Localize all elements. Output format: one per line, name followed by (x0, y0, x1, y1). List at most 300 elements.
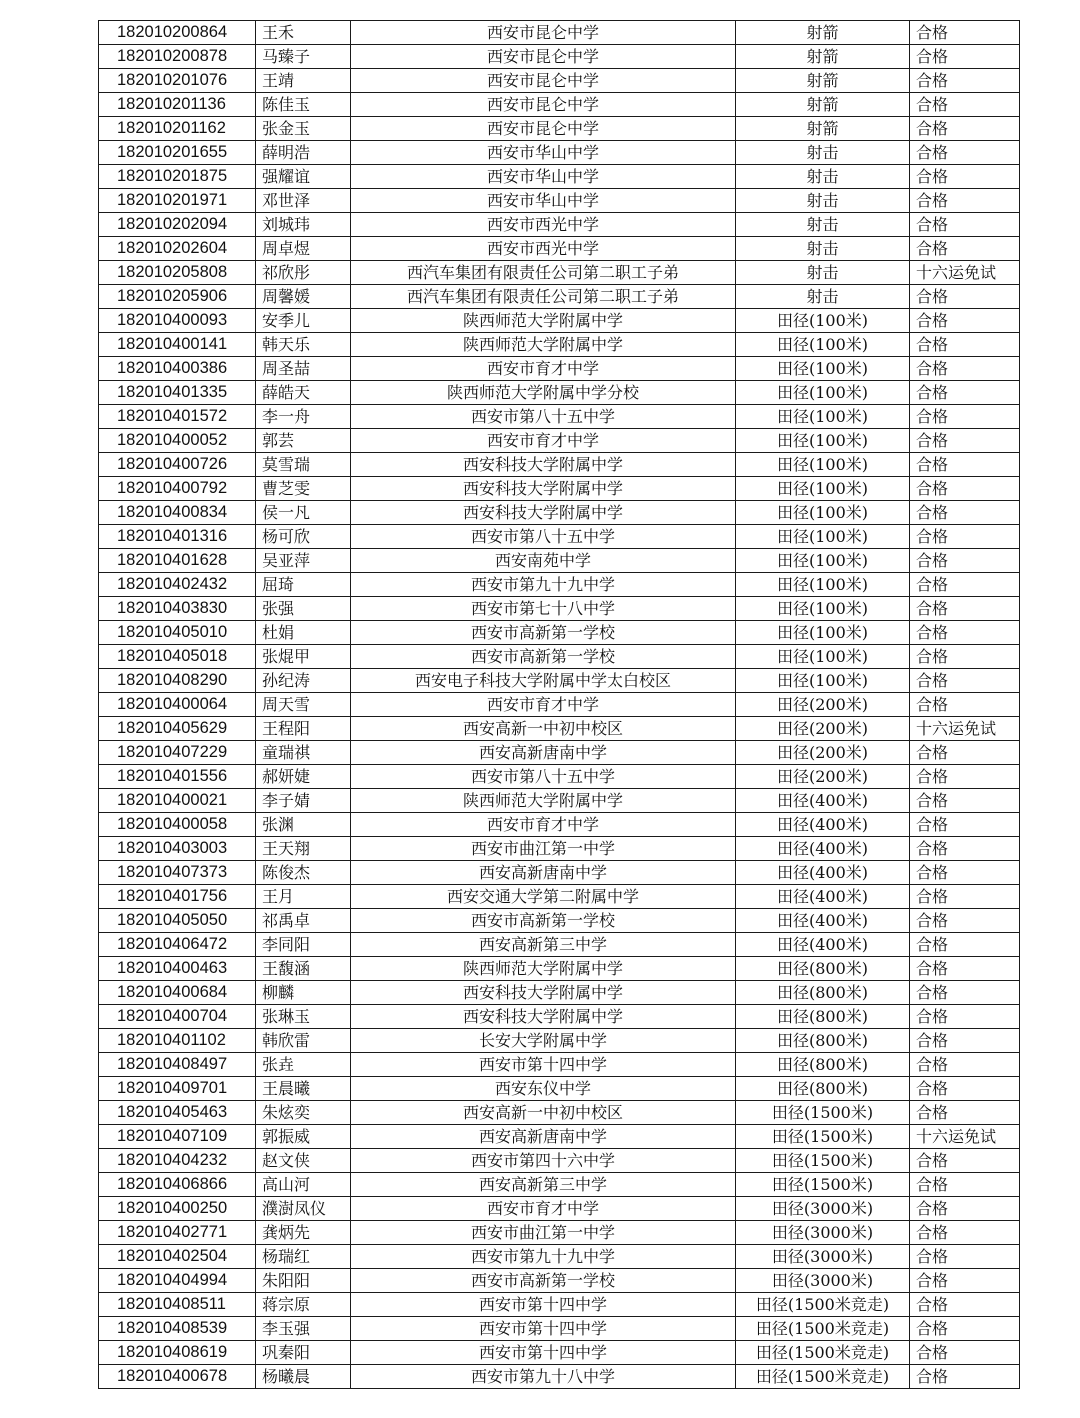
table-row (99, 21, 1020, 45)
event-cell: 田径(800米) (736, 981, 910, 1005)
table-row (99, 861, 1020, 885)
result-cell: 合格 (910, 381, 1020, 405)
student-name-cell: 王禾 (256, 21, 351, 45)
school-cell: 西安市第九十八中学 (351, 1365, 736, 1389)
student-name-cell: 韩天乐 (256, 333, 351, 357)
student-id-cell: 182010400058 (99, 813, 256, 837)
student-name-cell: 王馥涵 (256, 957, 351, 981)
school-cell: 西安市育才中学 (351, 813, 736, 837)
student-id-cell: 182010400463 (99, 957, 256, 981)
school-cell: 陕西师范大学附属中学分校 (351, 381, 736, 405)
student-id-cell: 182010201076 (99, 69, 256, 93)
school-cell: 西安高新一中初中校区 (351, 1101, 736, 1125)
table-row (99, 1053, 1020, 1077)
table-row (99, 1125, 1020, 1149)
table-row (99, 573, 1020, 597)
event-cell: 射击 (736, 189, 910, 213)
student-id-cell: 182010408619 (99, 1341, 256, 1365)
student-id-cell: 182010402504 (99, 1245, 256, 1269)
school-cell: 西汽车集团有限责任公司第二职工子弟 (351, 285, 736, 309)
student-id-cell: 182010405050 (99, 909, 256, 933)
student-id-cell: 182010400726 (99, 453, 256, 477)
table-row (99, 885, 1020, 909)
student-id-cell: 182010405629 (99, 717, 256, 741)
student-id-cell: 182010202094 (99, 213, 256, 237)
table-row (99, 1365, 1020, 1389)
event-cell: 田径(800米) (736, 1077, 910, 1101)
student-name-cell: 马臻子 (256, 45, 351, 69)
table-row (99, 477, 1020, 501)
school-cell: 西安市昆仑中学 (351, 117, 736, 141)
result-cell: 合格 (910, 1053, 1020, 1077)
school-cell: 西安市第十四中学 (351, 1053, 736, 1077)
school-cell: 西安市昆仑中学 (351, 45, 736, 69)
student-name-cell: 张垚 (256, 1053, 351, 1077)
result-cell: 合格 (910, 165, 1020, 189)
result-cell: 合格 (910, 285, 1020, 309)
event-cell: 田径(800米) (736, 1053, 910, 1077)
table-row (99, 837, 1020, 861)
event-cell: 田径(800米) (736, 1005, 910, 1029)
school-cell: 西安市第七十八中学 (351, 597, 736, 621)
student-name-cell: 杜娟 (256, 621, 351, 645)
student-name-cell: 周卓煜 (256, 237, 351, 261)
student-name-cell: 邓世泽 (256, 189, 351, 213)
event-cell: 田径(800米) (736, 957, 910, 981)
student-name-cell: 柳麟 (256, 981, 351, 1005)
school-cell: 西安市西光中学 (351, 237, 736, 261)
table-row (99, 669, 1020, 693)
student-name-cell: 韩欣雷 (256, 1029, 351, 1053)
school-cell: 西安市高新第一学校 (351, 621, 736, 645)
result-cell: 合格 (910, 1293, 1020, 1317)
result-cell: 合格 (910, 333, 1020, 357)
student-id-cell: 182010200864 (99, 21, 256, 45)
student-name-cell: 安季儿 (256, 309, 351, 333)
school-cell: 西安高新唐南中学 (351, 741, 736, 765)
student-id-cell: 182010400141 (99, 333, 256, 357)
table-row (99, 957, 1020, 981)
event-cell: 田径(200米) (736, 765, 910, 789)
result-cell: 合格 (910, 1341, 1020, 1365)
result-cell: 合格 (910, 69, 1020, 93)
event-cell: 田径(100米) (736, 549, 910, 573)
student-id-cell: 182010400064 (99, 693, 256, 717)
student-name-cell: 张焜甲 (256, 645, 351, 669)
school-cell: 陕西师范大学附属中学 (351, 333, 736, 357)
student-name-cell: 张金玉 (256, 117, 351, 141)
student-name-cell: 周天雪 (256, 693, 351, 717)
student-name-cell: 杨可欣 (256, 525, 351, 549)
student-name-cell: 朱炫奕 (256, 1101, 351, 1125)
school-cell: 西安东仪中学 (351, 1077, 736, 1101)
result-cell: 合格 (910, 45, 1020, 69)
results-table (98, 20, 1020, 1389)
event-cell: 田径(100米) (736, 669, 910, 693)
student-name-cell: 郭芸 (256, 429, 351, 453)
student-name-cell: 李同阳 (256, 933, 351, 957)
event-cell: 田径(100米) (736, 309, 910, 333)
results-table-body (99, 21, 1020, 1389)
school-cell: 西安市育才中学 (351, 357, 736, 381)
school-cell: 西安市昆仑中学 (351, 93, 736, 117)
school-cell: 陕西师范大学附属中学 (351, 789, 736, 813)
table-row (99, 141, 1020, 165)
result-cell: 合格 (910, 117, 1020, 141)
student-id-cell: 182010401102 (99, 1029, 256, 1053)
table-row (99, 501, 1020, 525)
student-name-cell: 刘城玮 (256, 213, 351, 237)
table-row (99, 189, 1020, 213)
result-cell: 合格 (910, 621, 1020, 645)
result-cell: 合格 (910, 765, 1020, 789)
student-name-cell: 周圣喆 (256, 357, 351, 381)
student-id-cell: 182010408511 (99, 1293, 256, 1317)
event-cell: 田径(1500米) (736, 1149, 910, 1173)
student-id-cell: 182010404994 (99, 1269, 256, 1293)
student-id-cell: 182010201162 (99, 117, 256, 141)
event-cell: 田径(3000米) (736, 1269, 910, 1293)
table-row (99, 741, 1020, 765)
event-cell: 田径(200米) (736, 741, 910, 765)
student-name-cell: 张琳玉 (256, 1005, 351, 1029)
result-cell: 合格 (910, 525, 1020, 549)
table-row (99, 1149, 1020, 1173)
event-cell: 田径(100米) (736, 525, 910, 549)
student-name-cell: 强耀谊 (256, 165, 351, 189)
result-cell: 合格 (910, 693, 1020, 717)
student-id-cell: 182010201875 (99, 165, 256, 189)
student-id-cell: 182010205906 (99, 285, 256, 309)
student-name-cell: 莫雪瑞 (256, 453, 351, 477)
school-cell: 西安科技大学附属中学 (351, 477, 736, 501)
student-id-cell: 182010401316 (99, 525, 256, 549)
student-id-cell: 182010400052 (99, 429, 256, 453)
event-cell: 射击 (736, 261, 910, 285)
table-row (99, 549, 1020, 573)
result-cell: 十六运免试 (910, 261, 1020, 285)
student-name-cell: 朱阳阳 (256, 1269, 351, 1293)
event-cell: 田径(1500米竞走) (736, 1317, 910, 1341)
table-row (99, 1101, 1020, 1125)
school-cell: 西安市育才中学 (351, 429, 736, 453)
table-row (99, 525, 1020, 549)
student-name-cell: 张强 (256, 597, 351, 621)
event-cell: 田径(100米) (736, 597, 910, 621)
student-id-cell: 182010404232 (99, 1149, 256, 1173)
student-name-cell: 张渊 (256, 813, 351, 837)
result-cell: 合格 (910, 1317, 1020, 1341)
student-name-cell: 陈俊杰 (256, 861, 351, 885)
student-name-cell: 高山河 (256, 1173, 351, 1197)
table-row (99, 1077, 1020, 1101)
result-cell: 合格 (910, 909, 1020, 933)
student-id-cell: 182010400250 (99, 1197, 256, 1221)
table-row (99, 69, 1020, 93)
student-name-cell: 侯一凡 (256, 501, 351, 525)
student-name-cell: 巩秦阳 (256, 1341, 351, 1365)
result-cell: 合格 (910, 837, 1020, 861)
school-cell: 西安市高新第一学校 (351, 645, 736, 669)
result-cell: 十六运免试 (910, 1125, 1020, 1149)
student-id-cell: 182010400792 (99, 477, 256, 501)
table-row (99, 1029, 1020, 1053)
student-id-cell: 182010400704 (99, 1005, 256, 1029)
event-cell: 田径(400米) (736, 837, 910, 861)
table-row (99, 909, 1020, 933)
student-name-cell: 祁欣彤 (256, 261, 351, 285)
table-row (99, 429, 1020, 453)
school-cell: 西安市高新第一学校 (351, 1269, 736, 1293)
school-cell: 西安科技大学附属中学 (351, 1005, 736, 1029)
table-row (99, 813, 1020, 837)
school-cell: 西安电子科技大学附属中学太白校区 (351, 669, 736, 693)
result-cell: 合格 (910, 669, 1020, 693)
result-cell: 合格 (910, 1149, 1020, 1173)
table-row (99, 213, 1020, 237)
event-cell: 射箭 (736, 93, 910, 117)
school-cell: 长安大学附属中学 (351, 1029, 736, 1053)
school-cell: 西安市第八十五中学 (351, 765, 736, 789)
event-cell: 射击 (736, 237, 910, 261)
student-id-cell: 182010202604 (99, 237, 256, 261)
result-cell: 合格 (910, 1197, 1020, 1221)
result-cell: 合格 (910, 549, 1020, 573)
school-cell: 西安市育才中学 (351, 1197, 736, 1221)
table-row (99, 381, 1020, 405)
table-row (99, 309, 1020, 333)
student-id-cell: 182010403830 (99, 597, 256, 621)
student-id-cell: 182010401756 (99, 885, 256, 909)
school-cell: 西安交通大学第二附属中学 (351, 885, 736, 909)
event-cell: 射击 (736, 165, 910, 189)
school-cell: 西安市华山中学 (351, 189, 736, 213)
table-row (99, 357, 1020, 381)
result-cell: 合格 (910, 1029, 1020, 1053)
event-cell: 田径(400米) (736, 885, 910, 909)
school-cell: 陕西师范大学附属中学 (351, 957, 736, 981)
event-cell: 田径(1500米) (736, 1101, 910, 1125)
event-cell: 田径(100米) (736, 381, 910, 405)
result-cell: 合格 (910, 1269, 1020, 1293)
school-cell: 西安市曲江第一中学 (351, 837, 736, 861)
event-cell: 田径(3000米) (736, 1245, 910, 1269)
student-id-cell: 182010401335 (99, 381, 256, 405)
result-cell: 合格 (910, 1101, 1020, 1125)
table-row (99, 1245, 1020, 1269)
school-cell: 西安科技大学附属中学 (351, 453, 736, 477)
result-cell: 合格 (910, 21, 1020, 45)
student-name-cell: 蒋宗原 (256, 1293, 351, 1317)
event-cell: 田径(100米) (736, 621, 910, 645)
student-name-cell: 杨瑞红 (256, 1245, 351, 1269)
result-cell: 合格 (910, 453, 1020, 477)
event-cell: 田径(100米) (736, 453, 910, 477)
table-row (99, 1197, 1020, 1221)
result-cell: 合格 (910, 357, 1020, 381)
table-row (99, 405, 1020, 429)
event-cell: 田径(100米) (736, 477, 910, 501)
table-row (99, 933, 1020, 957)
result-cell: 合格 (910, 1005, 1020, 1029)
school-cell: 西安高新唐南中学 (351, 1125, 736, 1149)
school-cell: 西安市第八十五中学 (351, 405, 736, 429)
school-cell: 西汽车集团有限责任公司第二职工子弟 (351, 261, 736, 285)
school-cell: 西安市第十四中学 (351, 1317, 736, 1341)
table-row (99, 165, 1020, 189)
student-name-cell: 李一舟 (256, 405, 351, 429)
student-name-cell: 赵文侠 (256, 1149, 351, 1173)
event-cell: 射击 (736, 141, 910, 165)
event-cell: 田径(3000米) (736, 1197, 910, 1221)
student-id-cell: 182010201136 (99, 93, 256, 117)
student-id-cell: 182010400834 (99, 501, 256, 525)
result-cell: 合格 (910, 93, 1020, 117)
table-row (99, 765, 1020, 789)
result-cell: 合格 (910, 189, 1020, 213)
student-id-cell: 182010401572 (99, 405, 256, 429)
result-cell: 合格 (910, 789, 1020, 813)
student-id-cell: 182010401556 (99, 765, 256, 789)
school-cell: 西安科技大学附属中学 (351, 981, 736, 1005)
event-cell: 田径(100米) (736, 357, 910, 381)
student-name-cell: 陈佳玉 (256, 93, 351, 117)
school-cell: 西安市昆仑中学 (351, 69, 736, 93)
event-cell: 射箭 (736, 45, 910, 69)
result-cell: 合格 (910, 1221, 1020, 1245)
event-cell: 射箭 (736, 21, 910, 45)
event-cell: 田径(100米) (736, 501, 910, 525)
table-row (99, 981, 1020, 1005)
result-cell: 合格 (910, 309, 1020, 333)
student-name-cell: 薛皓天 (256, 381, 351, 405)
event-cell: 射击 (736, 213, 910, 237)
student-id-cell: 182010200878 (99, 45, 256, 69)
student-name-cell: 薛明浩 (256, 141, 351, 165)
event-cell: 田径(800米) (736, 1029, 910, 1053)
result-cell: 合格 (910, 405, 1020, 429)
table-row (99, 645, 1020, 669)
school-cell: 西安科技大学附属中学 (351, 501, 736, 525)
result-cell: 合格 (910, 213, 1020, 237)
table-row (99, 93, 1020, 117)
school-cell: 西安南苑中学 (351, 549, 736, 573)
table-row (99, 1269, 1020, 1293)
table-row (99, 597, 1020, 621)
school-cell: 西安市第九十九中学 (351, 573, 736, 597)
student-id-cell: 182010400021 (99, 789, 256, 813)
event-cell: 田径(400米) (736, 933, 910, 957)
table-row (99, 285, 1020, 309)
table-row (99, 261, 1020, 285)
result-cell: 合格 (910, 885, 1020, 909)
student-id-cell: 182010401628 (99, 549, 256, 573)
student-id-cell: 182010405018 (99, 645, 256, 669)
table-row (99, 45, 1020, 69)
event-cell: 田径(400米) (736, 861, 910, 885)
result-cell: 合格 (910, 813, 1020, 837)
result-cell: 合格 (910, 477, 1020, 501)
result-cell: 合格 (910, 861, 1020, 885)
result-cell: 合格 (910, 573, 1020, 597)
school-cell: 西安市第八十五中学 (351, 525, 736, 549)
student-name-cell: 杨曦晨 (256, 1365, 351, 1389)
school-cell: 西安市高新第一学校 (351, 909, 736, 933)
result-cell: 合格 (910, 1245, 1020, 1269)
student-id-cell: 182010400678 (99, 1365, 256, 1389)
student-id-cell: 182010205808 (99, 261, 256, 285)
student-id-cell: 182010201971 (99, 189, 256, 213)
student-name-cell: 王晨曦 (256, 1077, 351, 1101)
event-cell: 田径(3000米) (736, 1221, 910, 1245)
table-row (99, 1293, 1020, 1317)
school-cell: 西安高新第三中学 (351, 933, 736, 957)
student-id-cell: 182010408290 (99, 669, 256, 693)
student-id-cell: 182010402432 (99, 573, 256, 597)
result-cell: 十六运免试 (910, 717, 1020, 741)
event-cell: 田径(1500米竞走) (736, 1293, 910, 1317)
student-name-cell: 李子婧 (256, 789, 351, 813)
table-row (99, 717, 1020, 741)
result-cell: 合格 (910, 957, 1020, 981)
event-cell: 射箭 (736, 117, 910, 141)
event-cell: 田径(200米) (736, 693, 910, 717)
student-id-cell: 182010408497 (99, 1053, 256, 1077)
table-row (99, 1005, 1020, 1029)
table-row (99, 1317, 1020, 1341)
table-row (99, 789, 1020, 813)
school-cell: 陕西师范大学附属中学 (351, 309, 736, 333)
table-row (99, 117, 1020, 141)
student-id-cell: 182010201655 (99, 141, 256, 165)
student-name-cell: 王程阳 (256, 717, 351, 741)
result-cell: 合格 (910, 237, 1020, 261)
event-cell: 田径(200米) (736, 717, 910, 741)
event-cell: 射箭 (736, 69, 910, 93)
table-row (99, 621, 1020, 645)
student-id-cell: 182010405463 (99, 1101, 256, 1125)
table-row (99, 237, 1020, 261)
event-cell: 田径(400米) (736, 909, 910, 933)
result-cell: 合格 (910, 1077, 1020, 1101)
student-name-cell: 王月 (256, 885, 351, 909)
event-cell: 田径(1500米竞走) (736, 1365, 910, 1389)
school-cell: 西安市育才中学 (351, 693, 736, 717)
student-name-cell: 龚炳先 (256, 1221, 351, 1245)
student-id-cell: 182010406866 (99, 1173, 256, 1197)
school-cell: 西安市昆仑中学 (351, 21, 736, 45)
event-cell: 田径(400米) (736, 813, 910, 837)
student-id-cell: 182010408539 (99, 1317, 256, 1341)
student-id-cell: 182010400684 (99, 981, 256, 1005)
student-name-cell: 屈琦 (256, 573, 351, 597)
student-name-cell: 郭振威 (256, 1125, 351, 1149)
result-cell: 合格 (910, 1173, 1020, 1197)
result-cell: 合格 (910, 501, 1020, 525)
event-cell: 射击 (736, 285, 910, 309)
table-row (99, 1221, 1020, 1245)
event-cell: 田径(100米) (736, 645, 910, 669)
student-name-cell: 李玉强 (256, 1317, 351, 1341)
result-cell: 合格 (910, 981, 1020, 1005)
result-cell: 合格 (910, 933, 1020, 957)
school-cell: 西安高新唐南中学 (351, 861, 736, 885)
event-cell: 田径(1500米) (736, 1125, 910, 1149)
school-cell: 西安市曲江第一中学 (351, 1221, 736, 1245)
school-cell: 西安市华山中学 (351, 165, 736, 189)
student-name-cell: 曹芝雯 (256, 477, 351, 501)
school-cell: 西安市第十四中学 (351, 1341, 736, 1365)
